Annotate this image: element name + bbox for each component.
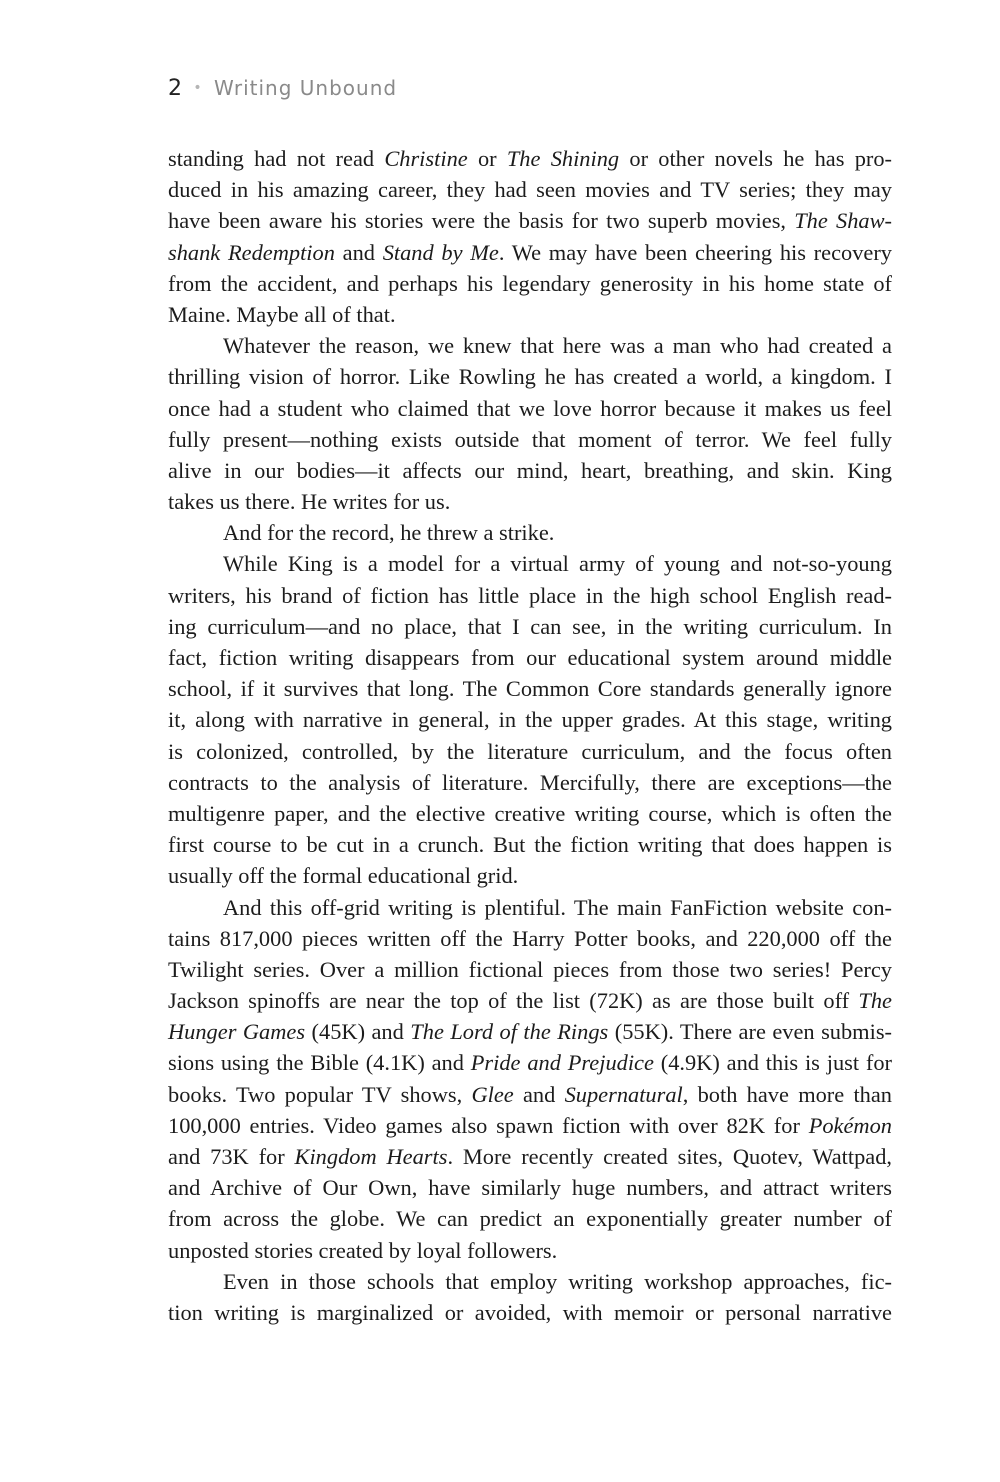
text-line	[168, 798, 892, 829]
text-run: ing curriculum—and no place, that I can see, in the writing curriculum. In	[168, 613, 892, 639]
text-run: unposted stories created by loyal followers.	[168, 1237, 558, 1263]
text-line	[168, 1266, 892, 1297]
text-run: books. Two popular TV shows,	[168, 1081, 472, 1107]
text-run: , both have more than	[682, 1081, 892, 1107]
text-line	[168, 611, 892, 642]
text-run: fact, fiction writing disappears from our educational system around middle	[168, 645, 892, 670]
text-run: have been aware his stories were the basis for two superb movies,	[168, 208, 795, 234]
text-run: first course to be cut in a crunch. But the fiction writing that does happen is	[168, 832, 892, 858]
text-run: And this off-grid writing is plentiful. The main FanFiction website con-	[223, 894, 892, 920]
text-line	[168, 767, 892, 798]
text-run: it, along with narrative in general, in the upper grades. At this stage, writing	[168, 707, 892, 733]
text-run: is colonized, controlled, by the literature curriculum, and the focus often	[168, 738, 892, 764]
text-line	[168, 237, 892, 268]
text-line	[168, 1079, 892, 1110]
text-run: standing had not read	[168, 146, 385, 171]
text-line	[168, 548, 892, 579]
text-line	[168, 299, 892, 330]
text-line	[168, 1047, 892, 1078]
italic-title-run: Kingdom Hearts	[294, 1144, 448, 1169]
text-run: and	[513, 1081, 565, 1107]
text-line	[168, 455, 892, 486]
text-line	[168, 673, 892, 704]
text-run: And for the record, he threw a strike.	[223, 520, 555, 546]
text-run: and 73K for	[168, 1144, 295, 1169]
italic-title-run: The Shaw-	[794, 208, 892, 234]
italic-title-run: The Shining	[506, 146, 620, 171]
italic-title-run: Christine	[384, 146, 468, 171]
text-line	[168, 923, 892, 954]
text-run: While King is a model for a virtual army of young and not-so-young	[223, 551, 892, 577]
text-line	[168, 361, 892, 392]
running-header	[168, 76, 397, 101]
text-run: thrilling vision of horror. Like Rowling he has created a world, a kingdom. I	[168, 364, 892, 390]
text-line	[168, 143, 892, 174]
text-run: . We may have been cheering his recovery	[498, 239, 892, 265]
italic-title-run: Pokémon	[808, 1112, 892, 1138]
text-run: takes us there. He writes for us.	[168, 489, 451, 515]
text-run: duced in his amazing career, they had seen movies and TV series; they may	[168, 177, 892, 203]
text-line	[168, 860, 892, 891]
text-run: school, if it survives that long. The Common Core standards generally ignore	[168, 676, 892, 702]
text-run: and Archive of Our Own, have similarly huge numbers, and attract writers	[168, 1175, 892, 1201]
italic-title-run: Pride and Prejudice	[470, 1050, 654, 1076]
text-run: Twilight series. Over a million fictional pieces from those two series! Percy	[168, 956, 892, 982]
text-run: tains 817,000 pieces written off the Harry Potter books, and 220,000 off the	[168, 925, 892, 951]
text-line	[168, 580, 892, 611]
text-line	[168, 1016, 892, 1047]
italic-title-run: Glee	[471, 1081, 514, 1107]
text-line	[168, 829, 892, 860]
text-run: Maine. Maybe all of that.	[168, 301, 396, 327]
italic-title-run: shank Redemption	[168, 239, 335, 265]
text-run: and	[334, 239, 383, 265]
separator-dot: •	[193, 80, 203, 96]
text-line	[168, 1203, 892, 1234]
text-line	[168, 736, 892, 767]
text-run: alive in our bodies—it affects our mind, heart, breathing, and skin. King	[168, 457, 892, 483]
text-line	[168, 330, 892, 361]
text-run: writers, his brand of fiction has little place in the high school English read-	[168, 582, 892, 608]
text-run: . More recently created sites, Quotev, Wattpad,	[447, 1144, 893, 1169]
text-run: or	[467, 146, 507, 171]
text-run: sions using the Bible (4.1K) and	[168, 1050, 471, 1076]
text-line	[168, 517, 892, 548]
text-line	[168, 892, 892, 923]
text-run: (45K) and	[305, 1019, 411, 1045]
text-line	[168, 1141, 892, 1172]
text-line	[168, 1110, 892, 1141]
text-line	[168, 704, 892, 735]
text-line	[168, 985, 892, 1016]
text-line	[168, 1235, 892, 1266]
text-line	[168, 1172, 892, 1203]
running-title: Writing Unbound	[213, 76, 398, 100]
text-line	[168, 393, 892, 424]
text-line	[168, 424, 892, 455]
text-run: multigenre paper, and the elective creative writing course, which is often the	[168, 800, 892, 826]
page-number: 2	[168, 76, 182, 101]
text-line	[168, 268, 892, 299]
italic-title-run: Stand by Me	[382, 239, 499, 265]
text-run: usually off the formal educational grid.	[168, 863, 519, 889]
text-line	[168, 486, 892, 517]
text-run: or other novels he has pro-	[619, 146, 893, 171]
text-run: tion writing is marginalized or avoided, with memoir or personal narrative	[168, 1299, 892, 1325]
text-run: (4.9K) and this is just for	[653, 1050, 892, 1076]
italic-title-run: The Lord of the Rings	[410, 1019, 609, 1045]
text-run: (55K). There are even submis-	[608, 1019, 892, 1045]
text-run: from across the globe. We can predict an exponentially greater number of	[168, 1206, 892, 1232]
body-text	[168, 143, 892, 1328]
text-run: Even in those schools that employ writing workshop approaches, fic-	[223, 1268, 892, 1294]
text-run: from the accident, and perhaps his legendary generosity in his home state of	[168, 270, 892, 296]
text-run: Whatever the reason, we knew that here was a man who had created a	[223, 333, 892, 359]
text-run: once had a student who claimed that we love horror because it makes us feel	[168, 395, 892, 421]
text-run: 100,000 entries. Video games also spawn fiction with over 82K for	[168, 1112, 809, 1138]
italic-title-run: The	[858, 988, 892, 1014]
text-run: fully present—nothing exists outside that moment of terror. We feel fully	[168, 426, 892, 452]
text-run: Jackson spinoffs are near the top of the list (72K) as are those built off	[168, 988, 859, 1014]
italic-title-run: Supernatural	[564, 1081, 683, 1107]
text-line	[168, 174, 892, 205]
italic-title-run: Hunger Games	[168, 1019, 306, 1045]
text-line	[168, 205, 892, 236]
text-run: contracts to the analysis of literature. Mercifully, there are exceptions—the	[168, 769, 892, 795]
text-line	[168, 1297, 892, 1328]
text-line	[168, 642, 892, 673]
text-line	[168, 954, 892, 985]
